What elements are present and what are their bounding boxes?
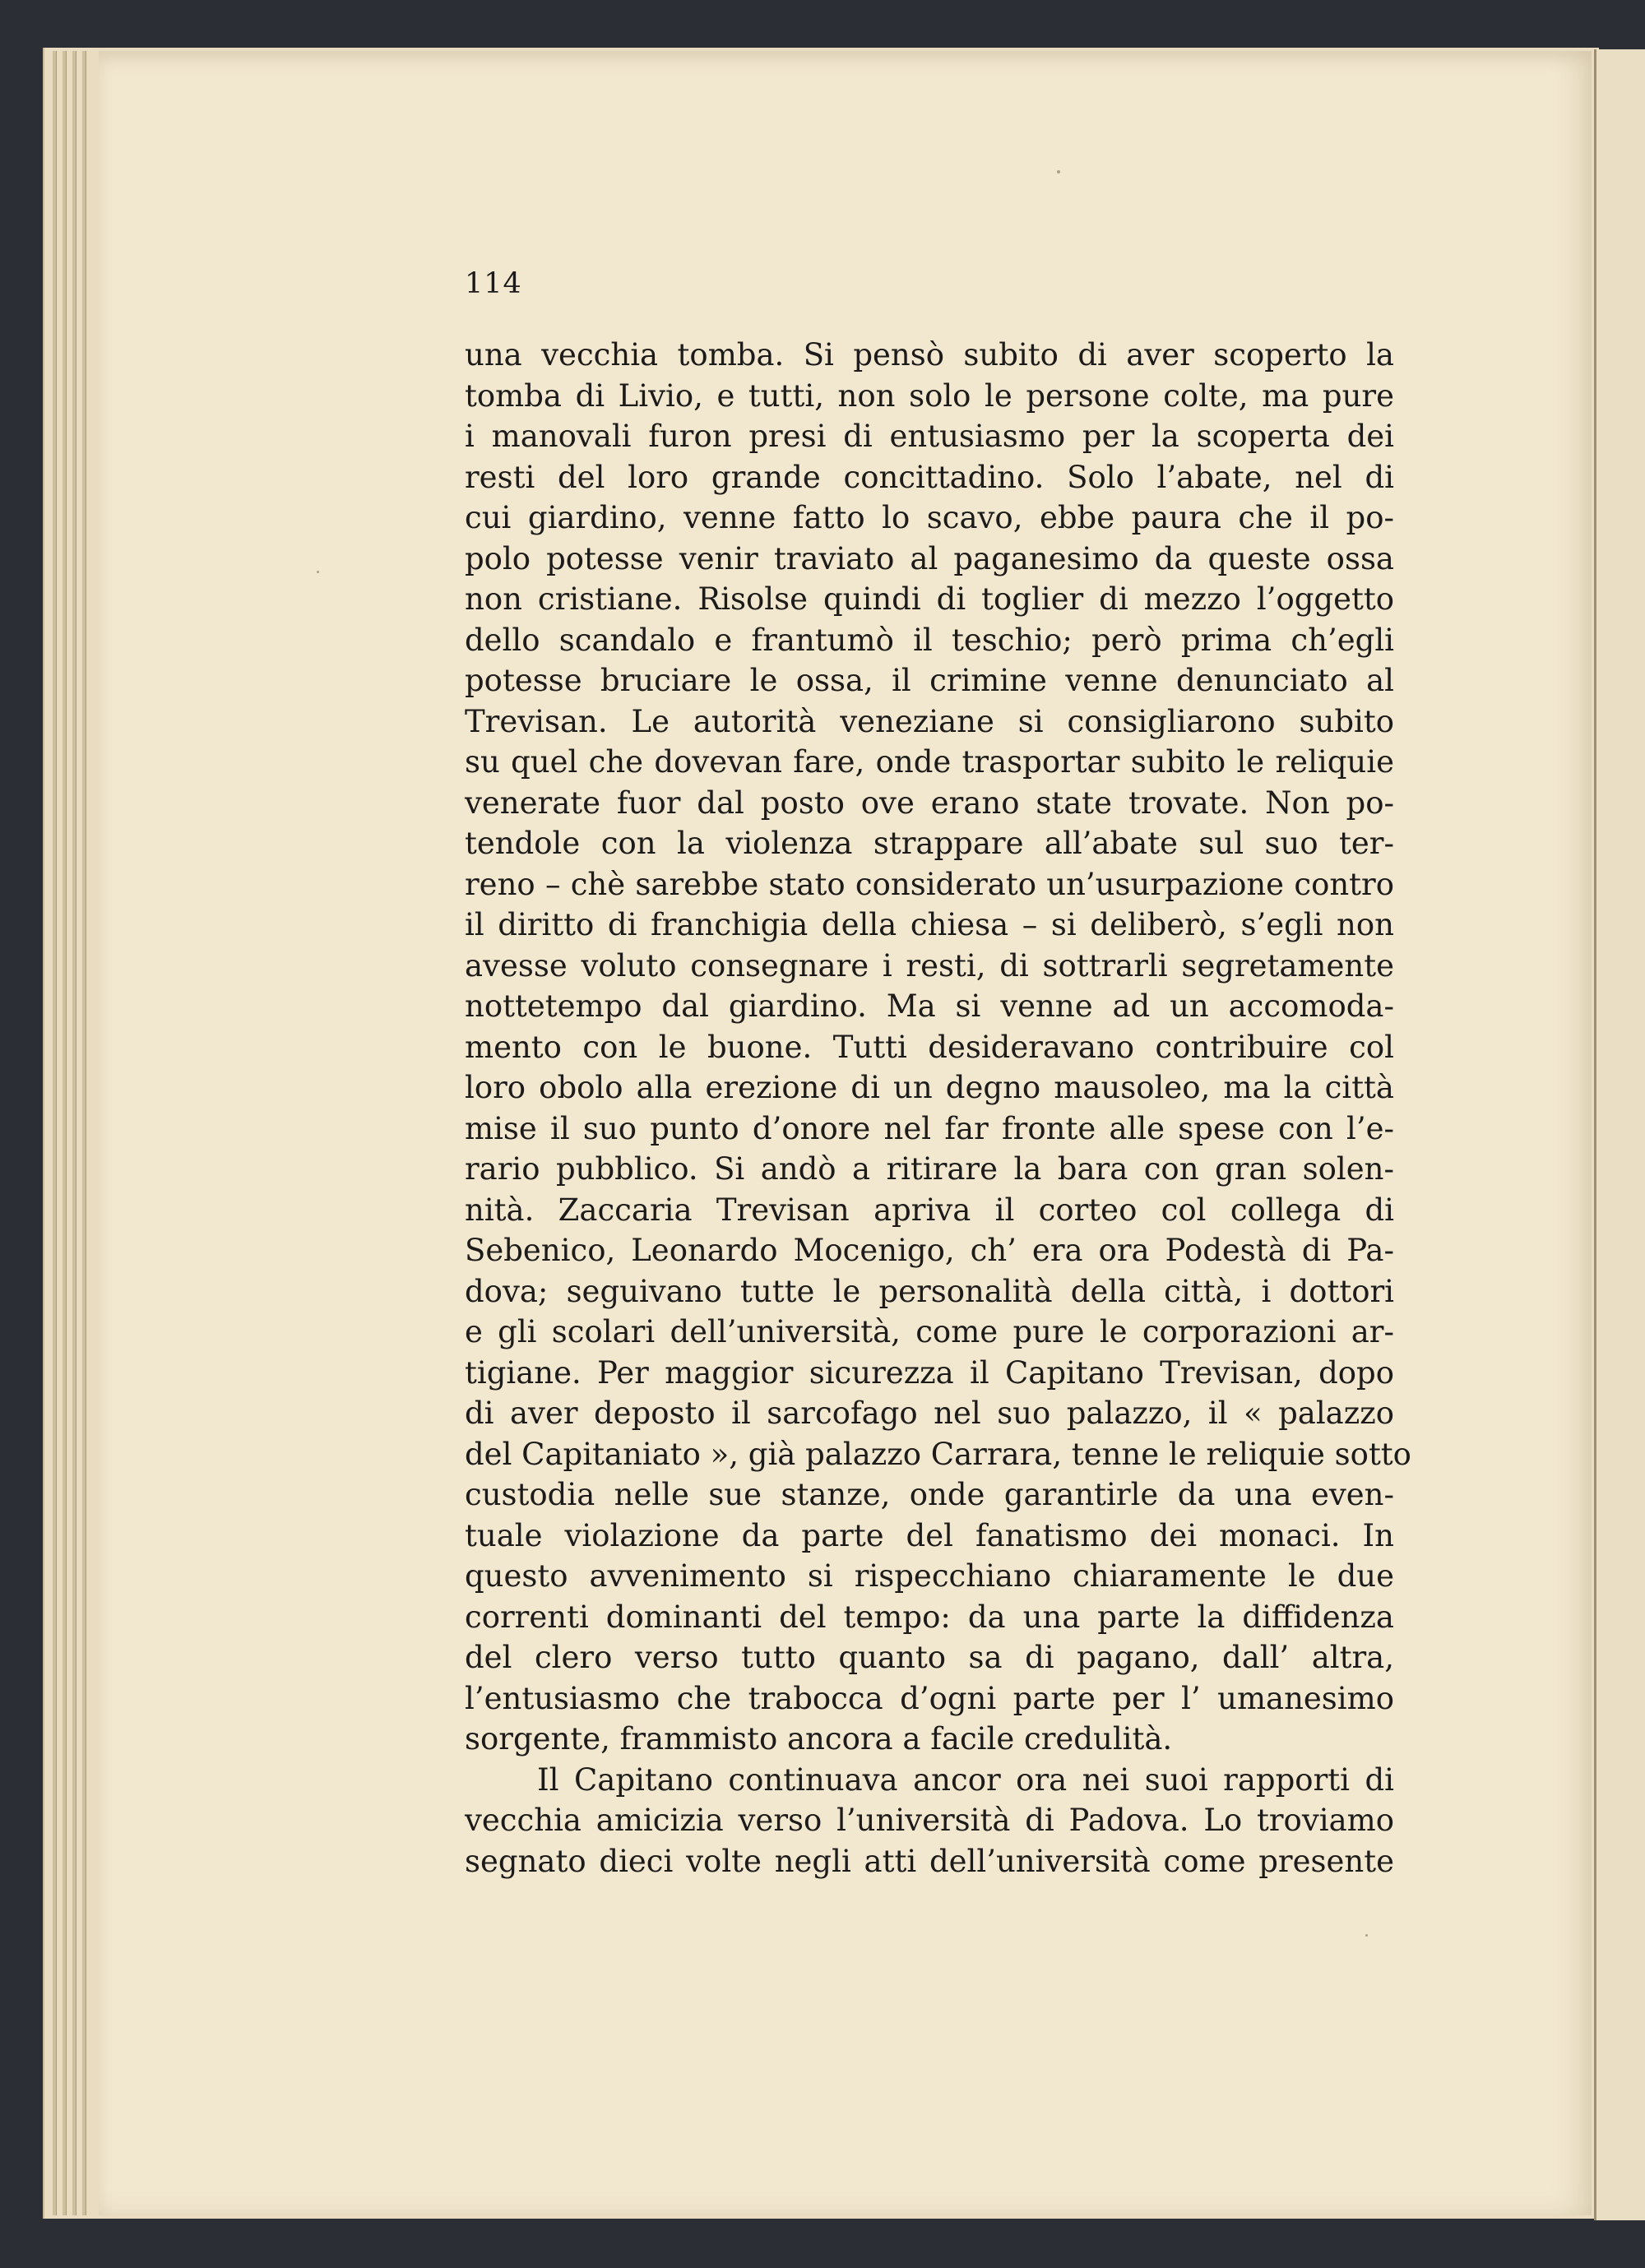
- right-book-page-edge: [1594, 49, 1645, 2220]
- text-line: mento con le buone. Tutti desideravano contribuire col: [465, 1029, 1394, 1065]
- text-line: reno – chè sarebbe stato considerato un’usurpazione contro: [465, 866, 1394, 902]
- paper-speck: [1365, 1934, 1368, 1937]
- text-line: custodia nelle sue stanze, onde garantirle da una even-: [465, 1477, 1394, 1512]
- text-line: i manovali furon presi di entusiasmo per la scoperta dei: [465, 419, 1394, 454]
- text-line: mise il suo punto d’onore nel far fronte alle spese con l’e-: [465, 1110, 1394, 1146]
- page-edge: [53, 51, 57, 2215]
- text-line: segnato dieci volte negli atti dell’università come presente: [465, 1843, 1394, 1879]
- text-line: tendole con la violenza strappare all’abate sul suo ter-: [465, 826, 1394, 861]
- text-line: di aver deposto il sarcofago nel suo palazzo, il « palazzo: [465, 1396, 1394, 1431]
- paper-speck: [1057, 170, 1060, 174]
- text-line: vecchia amicizia verso l’università di Padova. Lo troviamo: [465, 1803, 1394, 1838]
- text-line: potesse bruciare le ossa, il crimine venne denunciato al: [465, 663, 1394, 698]
- text-line: una vecchia tomba. Si pensò subito di aver scoperto la: [465, 337, 1394, 373]
- text-line: loro obolo alla erezione di un degno mausoleo, ma la città: [465, 1070, 1394, 1105]
- text-line: dello scandalo e frantumò il teschio; però prima ch’egli: [465, 622, 1394, 658]
- text-line: avesse voluto consegnare i resti, di sottrarli segretamente: [465, 947, 1394, 984]
- text-line: correnti dominanti del tempo: da una parte la diffidenza: [465, 1599, 1394, 1635]
- text-line: l’entusiasmo che trabocca d’ogni parte per l’ umanesimo: [465, 1680, 1394, 1716]
- page-number: 114: [465, 267, 522, 300]
- paragraph-2: [465, 1760, 1394, 1882]
- text-line: rario pubblico. Si andò a ritirare la bara con gran solen-: [465, 1151, 1394, 1187]
- text-line: cui giardino, venne fatto lo scavo, ebbe paura che il po-: [465, 500, 1394, 535]
- paper-speck: [317, 571, 319, 573]
- text-line: resti del loro grande concittadino. Solo l’abate, nel di: [465, 459, 1394, 495]
- text-line: dova; seguivano tutte le personalità della città, i dottori: [465, 1273, 1394, 1309]
- text-line: tigiane. Per maggior sicurezza il Capitano Trevisan, dopo: [465, 1354, 1394, 1391]
- text-line: del clero verso tutto quanto sa di pagano, dall’ altra,: [465, 1640, 1394, 1675]
- text-line: tuale violazione da parte del fanatismo dei monaci. In: [465, 1517, 1394, 1553]
- text-line: nottetempo dal giardino. Ma si venne ad un accomoda-: [465, 988, 1394, 1024]
- page-text-block: [465, 267, 1411, 1882]
- text-line: il diritto di franchigia della chiesa – si deliberò, s’egli non: [465, 907, 1394, 942]
- text-line: polo potesse venir traviato al paganesimo da queste ossa: [465, 540, 1394, 576]
- text-line: Trevisan. Le autorità veneziane si consigliarono subito: [465, 703, 1394, 739]
- page-edge: [82, 51, 86, 2215]
- text-line: del Capitaniato », già palazzo Carrara, tenne le reliquie sotto: [465, 1436, 1411, 1472]
- page-edge: [63, 51, 67, 2215]
- paragraph-1: [465, 335, 1411, 1760]
- text-line: e gli scolari dell’università, come pure le corporazioni ar-: [465, 1314, 1394, 1349]
- text-line: Sebenico, Leonardo Mocenigo, ch’ era ora Podestà di Pa-: [465, 1233, 1394, 1268]
- text-line: non cristiane. Risolse quindi di toglier di mezzo l’oggetto: [465, 581, 1394, 617]
- page-edge: [72, 51, 76, 2215]
- text-line: su quel che dovevan fare, onde trasportar subito le reliquie: [465, 744, 1394, 780]
- text-line: nità. Zaccaria Trevisan apriva il corteo col collega di: [465, 1192, 1394, 1228]
- text-line: sorgente, frammisto ancora a facile credulità.: [465, 1721, 1173, 1757]
- text-line: Il Capitano continuava ancor ora nei suoi rapporti di: [537, 1761, 1394, 1798]
- text-line: questo avvenimento si rispecchiano chiaramente le due: [465, 1558, 1394, 1594]
- text-line: tomba di Livio, e tutti, non solo le persone colte, ma pure: [465, 377, 1394, 414]
- text-line: venerate fuor dal posto ove erano state trovate. Non po-: [465, 785, 1394, 821]
